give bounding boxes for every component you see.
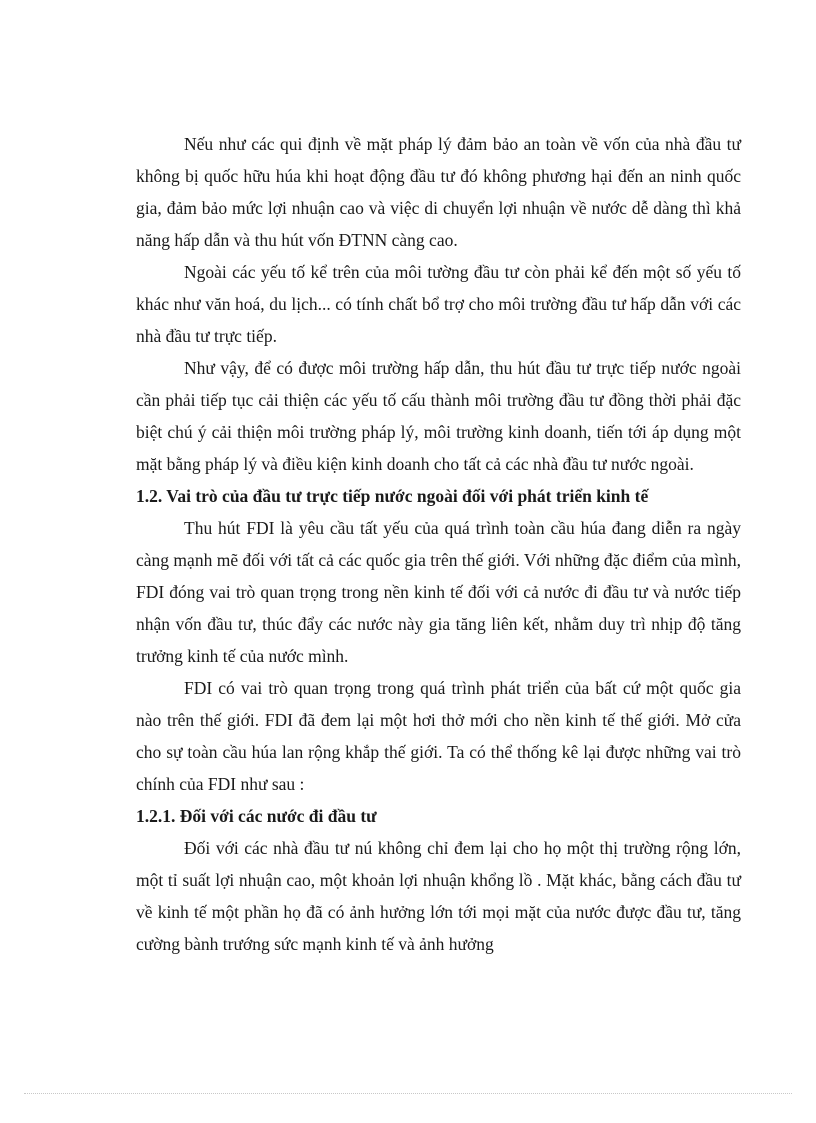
paragraph-improve-environment: Như vậy, để có được môi trường hấp dẫn, thu hút đầu tư trực tiếp nước ngoài cần phải tiếp tục cải thiện các yếu tố cấu thành môi trường đầu tư đồng thời phải đặc biệt chú ý cải thiện môi trường pháp lý, môi trường kinh doanh, tiến tới áp dụng một mặt bằng pháp lý và điều kiện kinh doanh cho tất cả các nhà đầu tư nước ngoài. <box>136 358 741 474</box>
section-heading-1-2: 1.2. Vai trò của đầu tư trực tiếp nước ngoài đối với phát triển kinh tế <box>136 486 649 506</box>
document-body <box>136 128 741 960</box>
paragraph-fdi-role: FDI có vai trò quan trọng trong quá trình phát triển của bất cứ một quốc gia nào trên thế giới. FDI đã đem lại một hơi thở mới cho nền kinh tế thế giới. Mở cửa cho sự toàn cầu húa lan rộng khắp thế giới. Ta có thể thống kê lại được những vai trò chính của FDI như sau : <box>136 678 741 794</box>
paragraph-attract-fdi: Thu hút FDI là yêu cầu tất yếu của quá trình toàn cầu húa đang diễn ra ngày càng mạnh mẽ đối với tất cả các quốc gia trên thế giới. Với những đặc điểm của mình, FDI đóng vai trò quan trọng trong nền kinh tế đối với cả nước đi đầu tư và nước tiếp nhận vốn đầu tư, thúc đẩy các nước này gia tăng liên kết, nhằm duy trì nhịp độ tăng trưởng kinh tế của nước mình. <box>136 518 741 666</box>
page-bottom-divider <box>24 1093 792 1094</box>
paragraph-other-factors: Ngoài các yếu tố kể trên của môi tường đầu tư còn phải kể đến một số yếu tố khác như văn hoá, du lịch... có tính chất bổ trợ cho môi trường đầu tư hấp dẫn với các nhà đầu tư trực tiếp. <box>136 262 741 346</box>
paragraph-investment-legal: Nếu như các qui định về mặt pháp lý đảm bảo an toàn về vốn của nhà đầu tư không bị quốc hữu húa khi hoạt động đầu tư đó không phương hại đến an ninh quốc gia, đảm bảo mức lợi nhuận cao và việc di chuyển lợi nhuận về nước dễ dàng thì khả năng hấp dẫn và thu hút vốn ĐTNN càng cao. <box>136 134 741 250</box>
paragraph-investor-countries: Đối với các nhà đầu tư nú không chỉ đem lại cho họ một thị trường rộng lớn, một tỉ suất lợi nhuận cao, một khoản lợi nhuận khổng lồ . Mặt khác, bằng cách đầu tư về kinh tế một phần họ đã có ảnh hưởng lớn tới mọi mặt của nước được đầu tư, tăng cường bành trướng sức mạnh kinh tế và ảnh hưởng <box>136 838 741 954</box>
section-heading-1-2-1: 1.2.1. Đối với các nước đi đầu tư <box>136 806 377 826</box>
